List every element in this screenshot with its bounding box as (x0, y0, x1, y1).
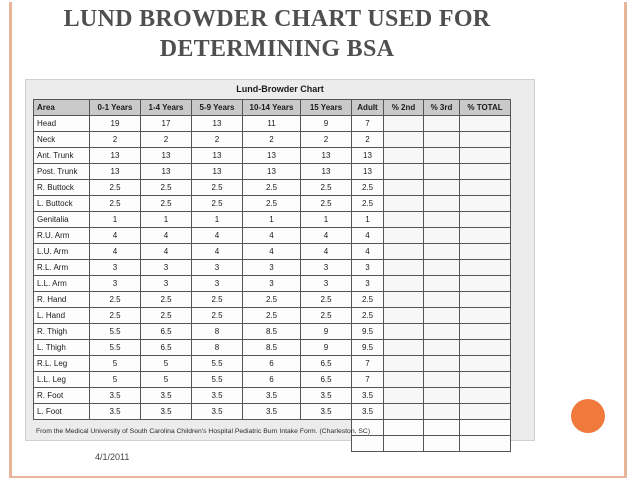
value-cell: 5 (90, 356, 141, 372)
table-row (34, 148, 511, 164)
percent-entry-cell[interactable] (384, 324, 424, 340)
percent-entry-cell[interactable] (460, 340, 511, 356)
percent-entry-cell[interactable] (460, 260, 511, 276)
column-header: % TOTAL (460, 100, 511, 116)
area-cell: Post. Trunk (34, 164, 90, 180)
value-cell: 13 (243, 148, 301, 164)
table-row (34, 132, 511, 148)
value-cell: 9 (301, 116, 352, 132)
value-cell: 13 (352, 164, 384, 180)
value-cell: 2.5 (301, 308, 352, 324)
table-row (34, 212, 511, 228)
percent-entry-cell[interactable] (460, 244, 511, 260)
table-row (34, 292, 511, 308)
value-cell: 7 (352, 116, 384, 132)
value-cell: 3 (243, 276, 301, 292)
percent-entry-cell[interactable] (424, 356, 460, 372)
value-cell: 5.5 (192, 356, 243, 372)
percent-entry-cell[interactable] (460, 356, 511, 372)
slide-title-line-2: DETERMINING BSA (159, 36, 395, 62)
value-cell: 13 (141, 148, 192, 164)
blank-cell (141, 436, 192, 452)
value-cell: 13 (301, 148, 352, 164)
value-cell: 3.5 (301, 388, 352, 404)
value-cell: 9.5 (352, 340, 384, 356)
value-cell: 4 (90, 228, 141, 244)
column-header: % 2nd (384, 100, 424, 116)
value-cell: 5.5 (90, 324, 141, 340)
value-cell: 2.5 (141, 292, 192, 308)
value-cell: 4 (141, 228, 192, 244)
blank-cell (192, 436, 243, 452)
percent-entry-cell[interactable] (384, 260, 424, 276)
value-cell: 2.5 (301, 180, 352, 196)
value-cell: 6 (243, 356, 301, 372)
percent-entry-cell[interactable] (424, 116, 460, 132)
value-cell: 3 (141, 260, 192, 276)
table-row (34, 164, 511, 180)
blank-cell (384, 420, 424, 436)
percent-entry-cell[interactable] (424, 228, 460, 244)
value-cell: 3 (301, 260, 352, 276)
value-cell: 2.5 (301, 196, 352, 212)
value-cell: 8.5 (243, 324, 301, 340)
value-cell: 2 (192, 132, 243, 148)
value-cell: 1 (90, 212, 141, 228)
value-cell: 5 (90, 372, 141, 388)
percent-entry-cell[interactable] (424, 372, 460, 388)
percent-entry-cell[interactable] (460, 388, 511, 404)
value-cell: 3.5 (141, 388, 192, 404)
table-row (34, 388, 511, 404)
blank-cell (90, 436, 141, 452)
value-cell: 2.5 (141, 180, 192, 196)
percent-entry-cell[interactable] (424, 148, 460, 164)
value-cell: 13 (243, 164, 301, 180)
blank-cell (301, 436, 352, 452)
area-cell: R.U. Arm (34, 228, 90, 244)
value-cell: 8 (192, 340, 243, 356)
lund-browder-table (33, 99, 511, 452)
percent-entry-cell[interactable] (384, 148, 424, 164)
value-cell: 3.5 (301, 404, 352, 420)
percent-entry-cell[interactable] (424, 196, 460, 212)
area-cell: Neck (34, 132, 90, 148)
value-cell: 3 (90, 276, 141, 292)
percent-entry-cell[interactable] (424, 260, 460, 276)
area-cell: R. Buttock (34, 180, 90, 196)
percent-entry-cell[interactable] (384, 404, 424, 420)
value-cell: 2.5 (243, 292, 301, 308)
value-cell: 4 (243, 228, 301, 244)
value-cell: 2.5 (141, 196, 192, 212)
percent-entry-cell[interactable] (424, 292, 460, 308)
percent-entry-cell[interactable] (424, 404, 460, 420)
table-row (34, 308, 511, 324)
value-cell: 3 (352, 276, 384, 292)
percent-entry-cell[interactable] (424, 308, 460, 324)
percent-entry-cell[interactable] (460, 148, 511, 164)
percent-entry-cell[interactable] (384, 388, 424, 404)
percent-entry-cell[interactable] (460, 164, 511, 180)
percent-entry-cell[interactable] (424, 164, 460, 180)
value-cell: 4 (352, 228, 384, 244)
area-cell: R. Foot (34, 388, 90, 404)
percent-entry-cell[interactable] (384, 276, 424, 292)
table-row (34, 196, 511, 212)
percent-entry-cell[interactable] (384, 372, 424, 388)
area-cell: R.L. Arm (34, 260, 90, 276)
table-row (34, 260, 511, 276)
percent-entry-cell[interactable] (460, 292, 511, 308)
value-cell: 2.5 (192, 196, 243, 212)
value-cell: 2.5 (243, 196, 301, 212)
value-cell: 2.5 (90, 196, 141, 212)
value-cell: 5.5 (90, 340, 141, 356)
slide-title-line-1: LUND BROWDER CHART USED FOR (63, 6, 491, 32)
value-cell: 3.5 (141, 404, 192, 420)
column-header: 0-1 Years (90, 100, 141, 116)
table-row (34, 180, 511, 196)
value-cell: 4 (192, 228, 243, 244)
percent-entry-cell[interactable] (384, 180, 424, 196)
value-cell: 2.5 (352, 196, 384, 212)
table-row (34, 324, 511, 340)
value-cell: 2.5 (352, 308, 384, 324)
value-cell: 7 (352, 356, 384, 372)
percent-entry-cell[interactable] (424, 340, 460, 356)
value-cell: 1 (192, 212, 243, 228)
percent-entry-cell[interactable] (424, 244, 460, 260)
value-cell: 6.5 (141, 340, 192, 356)
value-cell: 19 (90, 116, 141, 132)
value-cell: 9 (301, 340, 352, 356)
value-cell: 13 (352, 148, 384, 164)
value-cell: 1 (243, 212, 301, 228)
value-cell: 3.5 (243, 388, 301, 404)
area-cell: L. Thigh (34, 340, 90, 356)
value-cell: 3.5 (90, 388, 141, 404)
table-row (34, 244, 511, 260)
value-cell: 8.5 (243, 340, 301, 356)
value-cell: 2.5 (352, 180, 384, 196)
area-cell: L. Foot (34, 404, 90, 420)
value-cell: 9.5 (352, 324, 384, 340)
value-cell: 4 (90, 244, 141, 260)
value-cell: 7 (352, 372, 384, 388)
value-cell: 3.5 (192, 388, 243, 404)
value-cell: 3.5 (90, 404, 141, 420)
blank-cell (352, 436, 384, 452)
blank-cell (424, 420, 460, 436)
value-cell: 2 (141, 132, 192, 148)
percent-entry-cell[interactable] (460, 212, 511, 228)
percent-entry-cell[interactable] (460, 372, 511, 388)
column-header: Area (34, 100, 90, 116)
percent-entry-cell[interactable] (384, 196, 424, 212)
value-cell: 2.5 (352, 292, 384, 308)
percent-entry-cell[interactable] (424, 132, 460, 148)
blank-cell (460, 436, 511, 452)
value-cell: 3 (301, 276, 352, 292)
column-header: 15 Years (301, 100, 352, 116)
percent-entry-cell[interactable] (384, 132, 424, 148)
value-cell: 6.5 (301, 356, 352, 372)
value-cell: 1 (352, 212, 384, 228)
percent-entry-cell[interactable] (424, 276, 460, 292)
value-cell: 2.5 (141, 308, 192, 324)
value-cell: 3.5 (243, 404, 301, 420)
area-cell: Ant. Trunk (34, 148, 90, 164)
value-cell: 13 (90, 164, 141, 180)
percent-entry-cell[interactable] (384, 308, 424, 324)
percent-entry-cell[interactable] (424, 180, 460, 196)
value-cell: 9 (301, 324, 352, 340)
percent-entry-cell[interactable] (384, 116, 424, 132)
value-cell: 3 (192, 260, 243, 276)
value-cell: 5.5 (192, 372, 243, 388)
value-cell: 13 (192, 148, 243, 164)
value-cell: 2.5 (243, 308, 301, 324)
value-cell: 13 (192, 116, 243, 132)
value-cell: 4 (301, 228, 352, 244)
value-cell: 3 (352, 260, 384, 276)
value-cell: 5 (141, 356, 192, 372)
value-cell: 2.5 (192, 180, 243, 196)
value-cell: 4 (243, 244, 301, 260)
percent-entry-cell[interactable] (424, 324, 460, 340)
percent-entry-cell[interactable] (460, 116, 511, 132)
area-cell: R. Thigh (34, 324, 90, 340)
percent-entry-cell[interactable] (460, 276, 511, 292)
value-cell: 3 (243, 260, 301, 276)
chart-title: Lund-Browder Chart (236, 84, 324, 94)
value-cell: 4 (141, 244, 192, 260)
table-header-row (34, 100, 511, 116)
value-cell: 4 (192, 244, 243, 260)
column-header: 5-9 Years (192, 100, 243, 116)
lund-browder-chart-image (25, 79, 535, 441)
value-cell: 2.5 (301, 292, 352, 308)
value-cell: 17 (141, 116, 192, 132)
percent-entry-cell[interactable] (384, 244, 424, 260)
value-cell: 1 (301, 212, 352, 228)
percent-entry-cell[interactable] (460, 196, 511, 212)
percent-entry-cell[interactable] (424, 388, 460, 404)
percent-entry-cell[interactable] (460, 324, 511, 340)
value-cell: 2.5 (90, 180, 141, 196)
value-cell: 13 (301, 164, 352, 180)
column-header: % 3rd (424, 100, 460, 116)
value-cell: 2 (90, 132, 141, 148)
value-cell: 3.5 (352, 404, 384, 420)
blank-cell (34, 436, 90, 452)
value-cell: 2.5 (90, 292, 141, 308)
value-cell: 2.5 (243, 180, 301, 196)
percent-entry-cell[interactable] (460, 132, 511, 148)
percent-entry-cell[interactable] (384, 212, 424, 228)
value-cell: 3 (90, 260, 141, 276)
value-cell: 6.5 (301, 372, 352, 388)
value-cell: 2.5 (90, 308, 141, 324)
value-cell: 4 (301, 244, 352, 260)
value-cell: 2.5 (192, 292, 243, 308)
area-cell: L. Hand (34, 308, 90, 324)
value-cell: 1 (141, 212, 192, 228)
area-cell: Genitalia (34, 212, 90, 228)
value-cell: 2.5 (192, 308, 243, 324)
value-cell: 13 (141, 164, 192, 180)
table-row (34, 372, 511, 388)
value-cell: 2 (352, 132, 384, 148)
column-header: Adult (352, 100, 384, 116)
percent-entry-cell[interactable] (460, 228, 511, 244)
column-header: 1-4 Years (141, 100, 192, 116)
percent-entry-cell[interactable] (384, 340, 424, 356)
value-cell: 3 (141, 276, 192, 292)
slide-date: 4/1/2011 (95, 452, 130, 462)
slide-title (12, 4, 542, 64)
percent-entry-cell[interactable] (384, 164, 424, 180)
table-row (34, 276, 511, 292)
table-row (34, 228, 511, 244)
area-cell: L.L. Arm (34, 276, 90, 292)
percent-entry-cell[interactable] (384, 292, 424, 308)
value-cell: 8 (192, 324, 243, 340)
percent-entry-cell[interactable] (384, 228, 424, 244)
area-cell: Head (34, 116, 90, 132)
value-cell: 13 (90, 148, 141, 164)
column-header: 10-14 Years (243, 100, 301, 116)
area-cell: L.L. Leg (34, 372, 90, 388)
value-cell: 13 (192, 164, 243, 180)
blank-row (34, 436, 511, 452)
percent-entry-cell[interactable] (384, 356, 424, 372)
table-row (34, 404, 511, 420)
percent-entry-cell[interactable] (460, 404, 511, 420)
table-row (34, 356, 511, 372)
value-cell: 3.5 (352, 388, 384, 404)
table-row (34, 340, 511, 356)
percent-entry-cell[interactable] (460, 308, 511, 324)
decorative-orange-circle (571, 399, 605, 433)
percent-entry-cell[interactable] (460, 180, 511, 196)
value-cell: 3 (192, 276, 243, 292)
blank-cell (243, 436, 301, 452)
value-cell: 6.5 (141, 324, 192, 340)
value-cell: 5 (141, 372, 192, 388)
table-row (34, 116, 511, 132)
value-cell: 2 (301, 132, 352, 148)
value-cell: 4 (352, 244, 384, 260)
value-cell: 3.5 (192, 404, 243, 420)
chart-source-note: From the Medical University of South Carolina Children's Hospital Pediatric Burn Intake Form. (Charleston, SC) (36, 428, 371, 435)
value-cell: 11 (243, 116, 301, 132)
percent-entry-cell[interactable] (424, 212, 460, 228)
area-cell: R. Hand (34, 292, 90, 308)
value-cell: 6 (243, 372, 301, 388)
value-cell: 2 (243, 132, 301, 148)
area-cell: L. Buttock (34, 196, 90, 212)
blank-cell (384, 436, 424, 452)
area-cell: R.L. Leg (34, 356, 90, 372)
blank-cell (424, 436, 460, 452)
area-cell: L.U. Arm (34, 244, 90, 260)
blank-cell (460, 420, 511, 436)
